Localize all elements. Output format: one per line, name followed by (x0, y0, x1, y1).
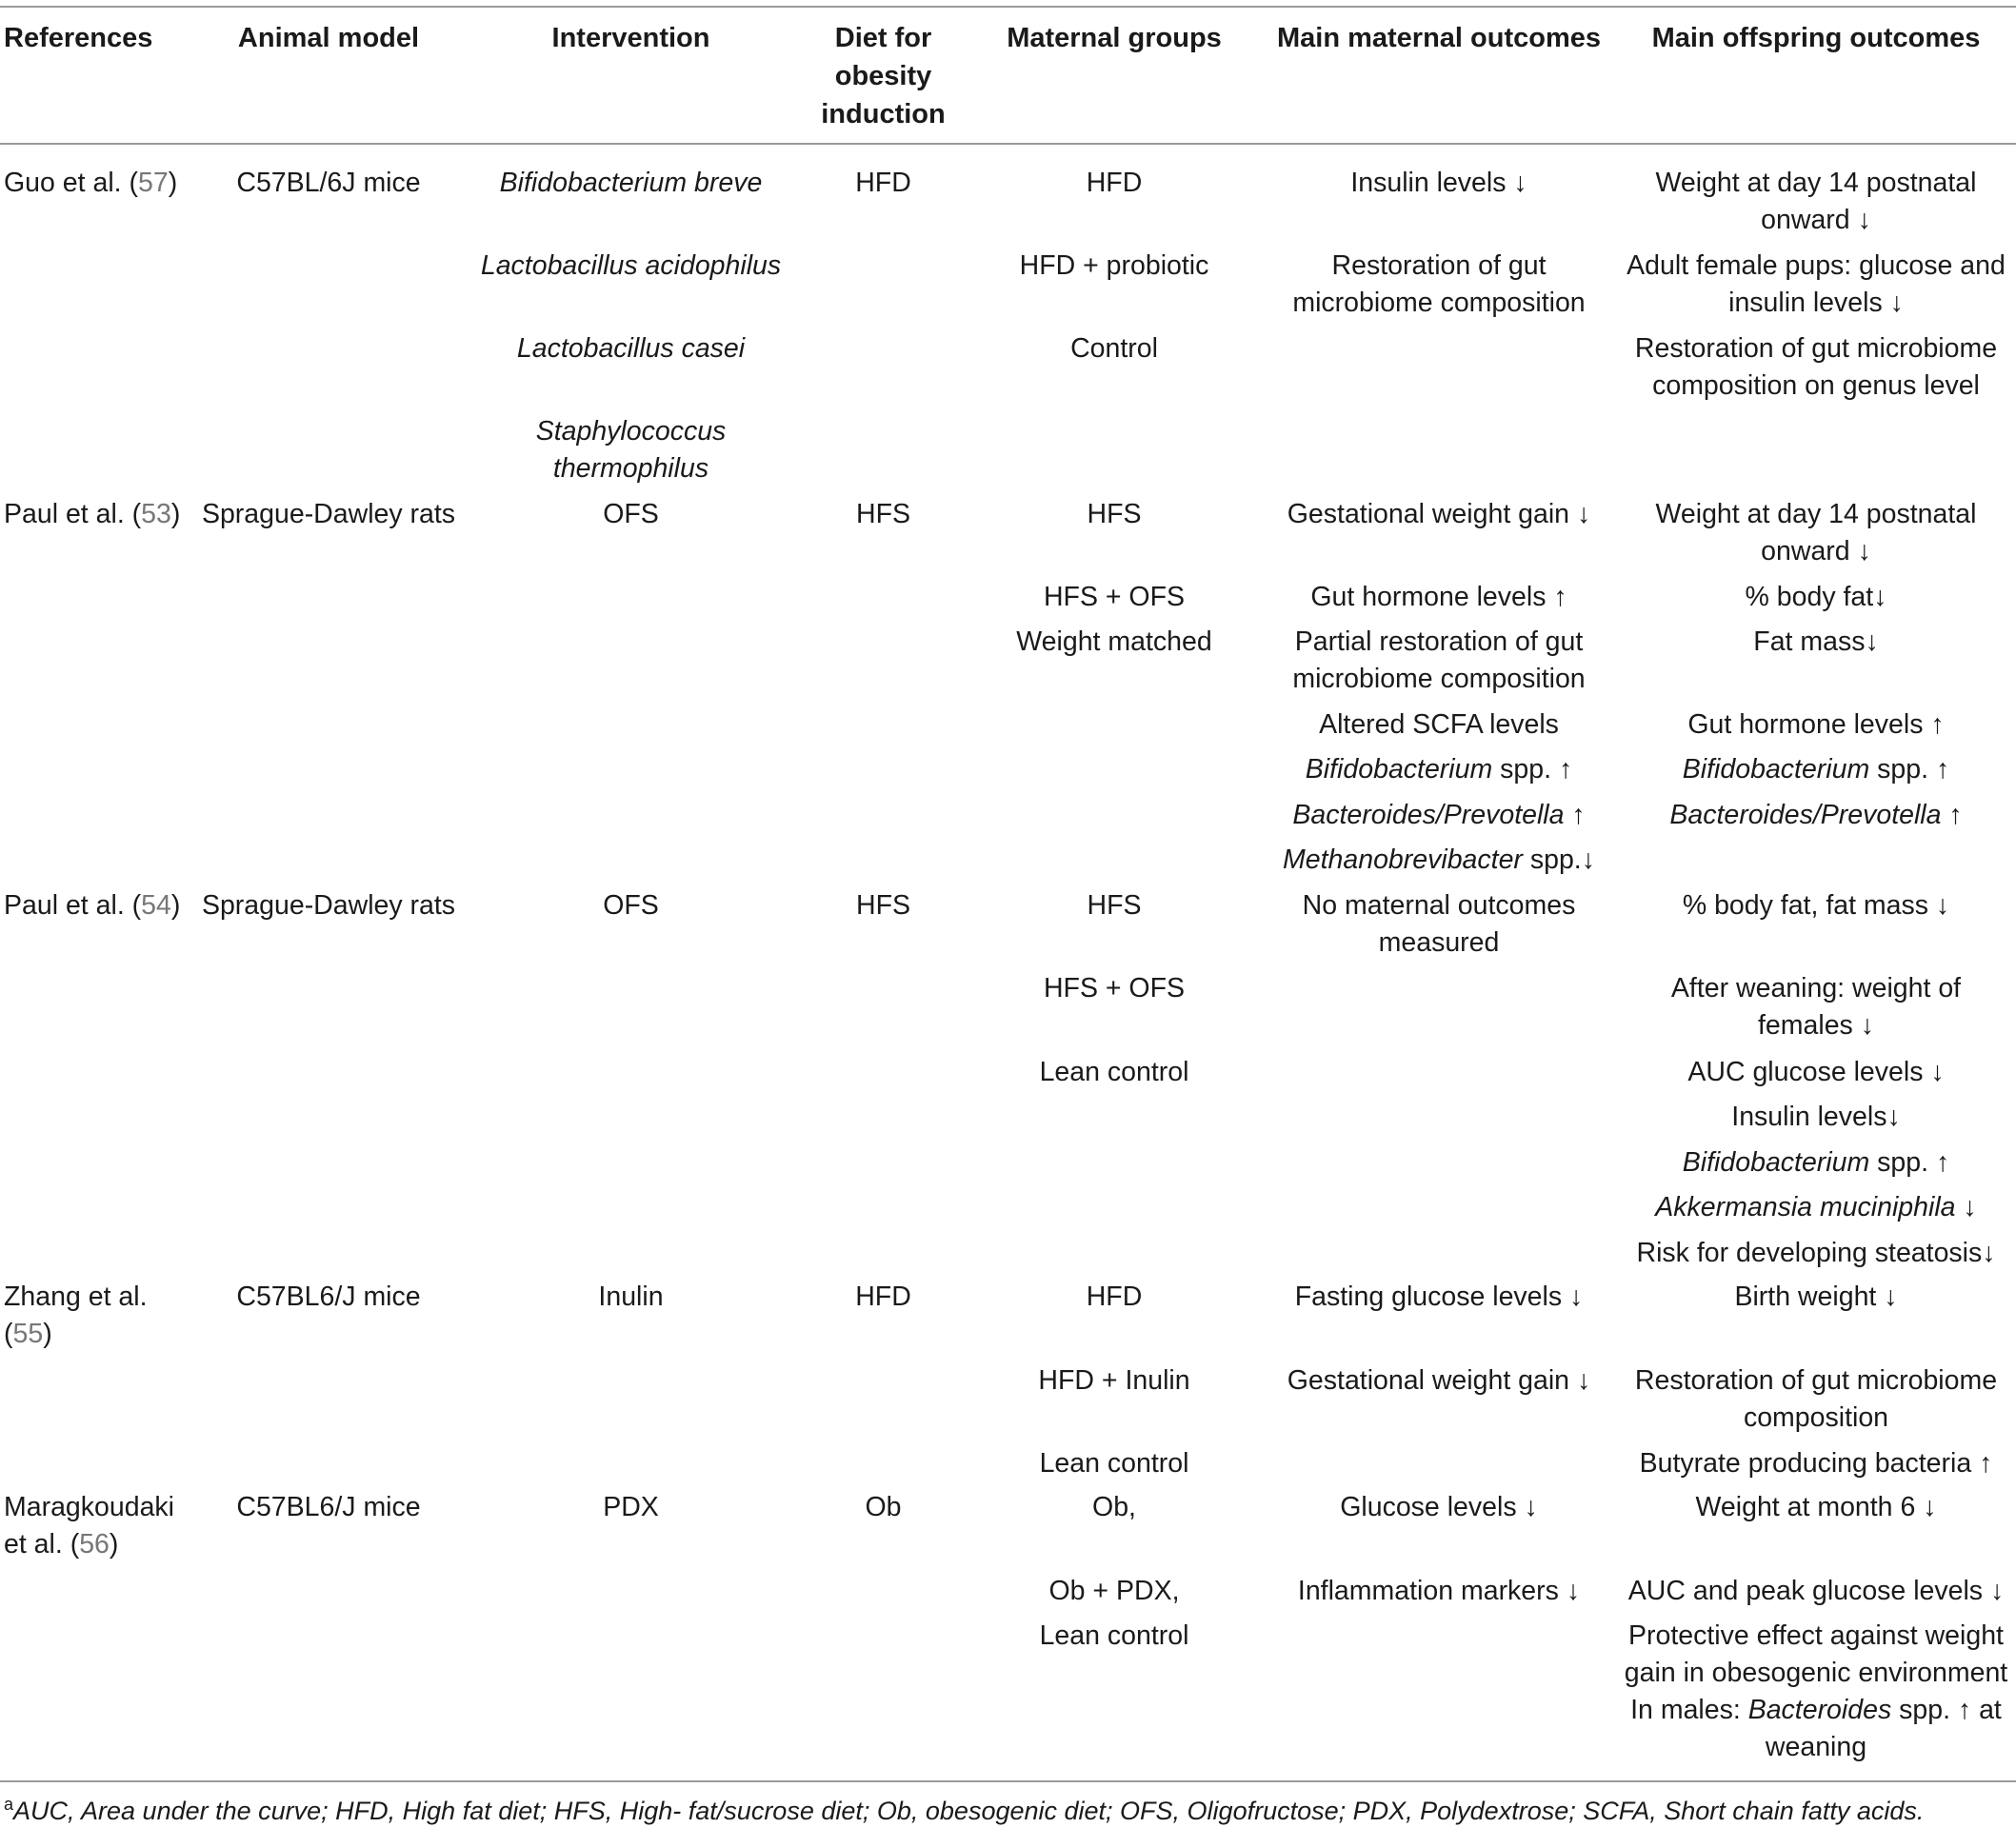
header-diet-line: obesity (834, 61, 932, 91)
maternal-outcome-cell: Insulin levels ↓ (1350, 168, 1527, 198)
reference-cell (4, 1525, 118, 1563)
offspring-text: spp. ↑ at (1891, 1695, 2002, 1725)
taxon-suffix: ↓ (1955, 1192, 1977, 1222)
offspring-outcome-cell: Restoration of gut microbiome (1634, 333, 1998, 364)
bottom-rule (0, 1780, 2016, 1782)
diet-cell: HFS (856, 890, 910, 921)
maternal-group-cell: Lean control (1039, 1620, 1189, 1651)
offspring-outcome-cell: After weaning: weight of (1670, 973, 1962, 1003)
offspring-outcome-cell: Birth weight ↓ (1734, 1282, 1898, 1312)
maternal-group-cell: HFD + probiotic (1019, 250, 1209, 281)
maternal-group-cell: HFS + OFS (1043, 973, 1186, 1003)
header-diet (795, 19, 971, 133)
maternal-outcome-cell: Partial restoration of gut (1294, 626, 1584, 657)
reference-text: ) (170, 499, 181, 529)
offspring-outcome-cell: Protective effect against weight (1628, 1620, 2004, 1651)
maternal-group-cell: Ob, (1092, 1492, 1136, 1522)
taxon-suffix: ↑ (1941, 800, 1963, 830)
offspring-outcome-cell: % body fat, fat mass ↓ (1682, 890, 1950, 921)
offspring-text: In males: (1630, 1695, 1748, 1725)
reference-cell: Zhang et al. (4, 1282, 148, 1312)
intervention-cell: Inulin (598, 1282, 664, 1312)
taxon-name: Bacteroides/Prevotella (1669, 800, 1942, 830)
header-references: References (4, 23, 153, 53)
header-maternal-outcomes: Main maternal outcomes (1276, 23, 1602, 53)
maternal-group-cell: HFS + OFS (1043, 582, 1186, 612)
citation-link[interactable]: 55 (12, 1319, 44, 1349)
offspring-outcome-cell (1621, 750, 2011, 788)
maternal-group-cell: Weight matched (1016, 626, 1212, 657)
maternal-outcome-cell: Gestational weight gain ↓ (1287, 1365, 1591, 1396)
citation-link[interactable]: 56 (79, 1529, 110, 1560)
reference-text: Guo et al. ( (4, 168, 138, 198)
offspring-outcome-cell: Risk for developing steatosis↓ (1636, 1238, 1996, 1268)
maternal-group-cell: HFD (1086, 1282, 1143, 1312)
header-diet-line: induction (821, 99, 946, 129)
offspring-outcome-cell: AUC glucose levels ↓ (1687, 1057, 1945, 1087)
offspring-outcome-cell (1621, 1143, 2011, 1182)
intervention-cell: Lactobacillus acidophilus (480, 250, 782, 281)
header-offspring-outcomes: Main offspring outcomes (1651, 23, 1981, 53)
maternal-outcome-cell (1257, 750, 1621, 788)
header-diet-line: Diet for (834, 23, 932, 53)
maternal-group-cell: Control (1070, 333, 1158, 364)
offspring-outcome-cell: weaning (1765, 1732, 1867, 1762)
animal-model-cell: Sprague-Dawley rats (201, 499, 456, 529)
diet-cell: Ob (865, 1492, 902, 1522)
maternal-outcome-cell: Altered SCFA levels (1319, 709, 1559, 740)
offspring-outcome-cell: onward ↓ (1761, 205, 1871, 235)
maternal-outcome-cell (1257, 841, 1621, 879)
citation-link[interactable]: 53 (141, 499, 171, 529)
offspring-outcome-cell: gain in obesogenic environment (1624, 1658, 2008, 1688)
reference-text: et al. ( (4, 1529, 80, 1560)
offspring-outcome-cell: composition on genus level (1652, 370, 1980, 401)
offspring-outcome-cell: females ↓ (1758, 1010, 1874, 1041)
intervention-cell: thermophilus (552, 453, 709, 484)
maternal-group-cell: Lean control (1039, 1057, 1189, 1087)
offspring-outcome-cell: Restoration of gut microbiome (1634, 1365, 1998, 1396)
table-footnote (4, 1787, 1924, 1828)
header-maternal-groups: Maternal groups (1007, 23, 1222, 53)
reference-text: ) (170, 890, 181, 921)
offspring-outcome-cell: Gut hormone levels ↑ (1687, 709, 1945, 740)
reference-cell (4, 164, 177, 202)
taxon-suffix: spp. ↑ (1869, 1147, 1950, 1178)
taxon-suffix: spp.↓ (1522, 844, 1595, 875)
offspring-outcome-cell: Weight at day 14 postnatal (1655, 168, 1977, 198)
maternal-outcome-cell: Restoration of gut (1331, 250, 1547, 281)
reference-text: Paul et al. ( (4, 499, 142, 529)
maternal-outcome-cell: No maternal outcomes (1302, 890, 1576, 921)
maternal-outcome-cell: measured (1378, 927, 1500, 958)
offspring-outcome-cell (1621, 796, 2011, 834)
maternal-outcome-cell: Gestational weight gain ↓ (1287, 499, 1591, 529)
maternal-group-cell: Ob + PDX, (1048, 1576, 1180, 1606)
top-rule (0, 6, 2016, 8)
taxon-name: Akkermansia muciniphila (1655, 1192, 1956, 1222)
header-animal-model: Animal model (237, 23, 420, 53)
offspring-outcome-cell: Insulin levels↓ (1731, 1102, 1901, 1132)
maternal-outcome-cell: Fasting glucose levels ↓ (1294, 1282, 1584, 1312)
header-rule (0, 143, 2016, 145)
offspring-outcome-cell: Fat mass↓ (1753, 626, 1879, 657)
taxon-suffix: spp. ↑ (1869, 754, 1950, 785)
taxon-suffix: ↑ (1564, 800, 1586, 830)
header-intervention: Intervention (551, 23, 710, 53)
offspring-outcome-cell: % body fat↓ (1745, 582, 1887, 612)
reference-cell (4, 495, 180, 533)
taxon-name: Bifidobacterium (1305, 754, 1493, 785)
offspring-outcome-cell: onward ↓ (1761, 536, 1871, 566)
taxon-name: Bacteroides (1747, 1695, 1892, 1725)
animal-model-cell: Sprague-Dawley rats (201, 890, 456, 921)
offspring-outcome-cell: Butyrate producing bacteria ↑ (1639, 1448, 1993, 1479)
maternal-group-cell: HFS (1087, 499, 1142, 529)
reference-text: ) (109, 1529, 119, 1560)
maternal-outcome-cell: Gut hormone levels ↑ (1310, 582, 1567, 612)
maternal-outcome-cell: microbiome composition (1292, 664, 1586, 694)
maternal-group-cell: HFD + Inulin (1038, 1365, 1190, 1396)
intervention-cell: OFS (603, 499, 659, 529)
reference-text: ) (43, 1319, 52, 1349)
maternal-outcome-cell (1257, 796, 1621, 834)
offspring-outcome-cell: Adult female pups: glucose and (1627, 250, 2006, 281)
offspring-outcome-cell: Weight at month 6 ↓ (1695, 1492, 1937, 1522)
maternal-group-cell: HFS (1087, 890, 1142, 921)
taxon-name: Bifidobacterium (1682, 754, 1870, 785)
reference-cell (4, 886, 180, 924)
reference-cell: Maragkoudaki (4, 1492, 175, 1522)
taxon-name: Methanobrevibacter (1283, 844, 1523, 875)
footnote-text: AUC, Area under the curve; HFD, High fat diet; HFS, High- fat/sucrose diet; Ob, obesogenic diet; OFS, Oligofructose; PDX, Polydextrose; SCFA, Short chain fatty acids. (13, 1797, 1925, 1825)
diet-cell: HFS (856, 499, 910, 529)
offspring-outcome-cell: insulin levels ↓ (1728, 288, 1904, 318)
reference-text: ) (168, 168, 178, 198)
taxon-suffix: spp. ↑ (1492, 754, 1573, 785)
taxon-name: Bacteroides/Prevotella (1292, 800, 1565, 830)
offspring-outcome-cell: AUC and peak glucose levels ↓ (1627, 1576, 2005, 1606)
diet-cell: HFD (855, 168, 911, 198)
footnote-mark: a (4, 1795, 14, 1814)
intervention-cell: Staphylococcus (535, 416, 727, 447)
citation-link[interactable]: 54 (141, 890, 171, 921)
intervention-cell: OFS (603, 890, 659, 921)
animal-model-cell: C57BL6/J mice (236, 1282, 421, 1312)
maternal-group-cell: Lean control (1039, 1448, 1189, 1479)
animal-model-cell: C57BL/6J mice (236, 168, 421, 198)
maternal-outcome-cell: Glucose levels ↓ (1340, 1492, 1538, 1522)
maternal-group-cell: HFD (1086, 168, 1143, 198)
maternal-outcome-cell: Inflammation markers ↓ (1297, 1576, 1581, 1606)
intervention-cell: Lactobacillus casei (516, 333, 746, 364)
intervention-cell: Bifidobacterium breve (499, 168, 763, 198)
reference-text: ( (4, 1319, 13, 1349)
reference-text: Paul et al. ( (4, 890, 142, 921)
citation-link[interactable]: 57 (137, 168, 169, 198)
diet-cell: HFD (855, 1282, 911, 1312)
taxon-name: Bifidobacterium (1682, 1147, 1870, 1178)
offspring-outcome-cell: composition (1743, 1402, 1889, 1433)
animal-model-cell: C57BL6/J mice (236, 1492, 421, 1522)
offspring-outcome-cell (1621, 1188, 2011, 1226)
intervention-cell: PDX (603, 1492, 659, 1522)
maternal-outcome-cell: microbiome composition (1292, 288, 1586, 318)
offspring-outcome-cell (1621, 1691, 2011, 1729)
offspring-outcome-cell: Weight at day 14 postnatal (1655, 499, 1977, 529)
reference-cell (4, 1315, 52, 1353)
